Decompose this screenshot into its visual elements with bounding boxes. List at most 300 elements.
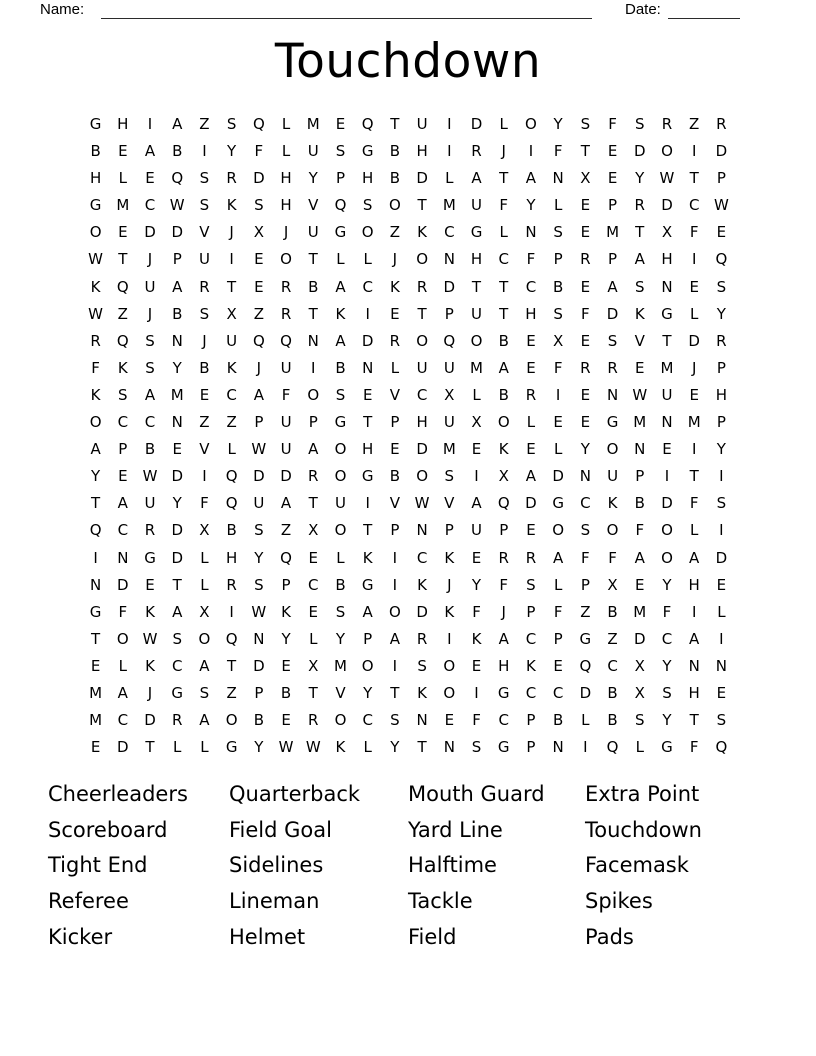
grid-cell-r2-c10: S <box>335 142 346 161</box>
grid-cell-r16-c19: S <box>580 521 591 540</box>
grid-cell-r20-c18: P <box>553 629 563 648</box>
grid-cell-r2-c20: E <box>607 142 618 161</box>
grid-cell-r7-c19: E <box>580 277 591 296</box>
grid-cell-r4-c21: R <box>634 196 645 215</box>
grid-cell-r9-c13: O <box>416 331 428 350</box>
grid-cell-r1-c9: M <box>306 115 320 133</box>
grid-cell-r11-c13: C <box>416 385 428 404</box>
grid-cell-r1-c16: L <box>499 115 508 133</box>
grid-cell-r6-c4: P <box>172 250 182 269</box>
grid-cell-r14-c23: T <box>689 467 699 486</box>
grid-cell-r13-c11: H <box>362 440 374 459</box>
grid-cell-r4-c15: U <box>471 196 482 215</box>
grid-cell-r1-c3: I <box>147 115 153 133</box>
grid-cell-r11-c20: N <box>606 385 619 404</box>
grid-cell-r24-c4: L <box>173 738 182 757</box>
grid-cell-r17-c22: O <box>661 548 673 567</box>
grid-cell-r12-c18: E <box>553 413 563 432</box>
grid-cell-r22-c10: V <box>335 683 346 702</box>
grid-cell-r2-c18: F <box>553 142 563 161</box>
grid-cell-r12-c10: G <box>334 413 347 432</box>
grid-cell-r4-c2: M <box>116 196 130 215</box>
grid-cell-r2-c9: U <box>307 142 319 161</box>
grid-cell-r10-c15: M <box>470 358 483 377</box>
grid-cell-r8-c5: S <box>199 304 210 323</box>
grid-cell-r17-c16: R <box>498 548 509 567</box>
grid-cell-r24-c14: N <box>443 738 455 757</box>
grid-cell-r19-c23: I <box>691 602 697 621</box>
grid-cell-r1-c1: G <box>89 115 102 133</box>
grid-cell-r23-c11: C <box>362 711 373 730</box>
grid-cell-r1-c18: Y <box>553 115 563 133</box>
grid-cell-r3-c12: B <box>389 169 401 188</box>
grid-cell-r5-c3: D <box>144 223 156 242</box>
grid-cell-r1-c24: R <box>716 115 727 133</box>
grid-cell-r14-c12: B <box>389 467 401 486</box>
grid-cell-r21-c6: T <box>227 656 237 675</box>
grid-cell-r3-c15: A <box>471 169 482 188</box>
grid-cell-r11-c12: V <box>389 385 401 404</box>
grid-cell-r18-c15: Y <box>471 575 482 594</box>
grid-cell-r22-c2: A <box>117 683 128 702</box>
grid-cell-r5-c20: M <box>606 223 620 242</box>
word-bank-item: Helmet <box>229 924 306 949</box>
grid-cell-r5-c6: J <box>229 223 234 242</box>
grid-cell-r6-c17: F <box>526 250 536 269</box>
grid-cell-r15-c4: Y <box>172 494 182 513</box>
grid-cell-r13-c7: W <box>251 440 267 459</box>
name-blank-line <box>101 18 592 19</box>
grid-cell-r13-c12: E <box>390 440 400 459</box>
grid-cell-r16-c16: P <box>499 521 509 540</box>
grid-cell-r17-c10: L <box>336 548 345 567</box>
grid-cell-r4-c11: S <box>362 196 373 215</box>
word-bank-column-1 <box>48 777 229 956</box>
grid-cell-r4-c5: S <box>199 196 210 215</box>
grid-cell-r9-c15: O <box>470 331 483 350</box>
grid-cell-r2-c23: I <box>691 142 697 161</box>
grid-cell-r23-c13: N <box>416 711 428 730</box>
grid-cell-r13-c23: I <box>691 440 697 459</box>
grid-cell-r6-c2: T <box>118 250 128 269</box>
grid-cell-r19-c15: F <box>472 602 481 621</box>
grid-cell-r12-c8: U <box>280 413 292 432</box>
grid-cell-r13-c17: E <box>526 440 536 459</box>
grid-cell-r5-c10: G <box>334 223 347 242</box>
grid-cell-r12-c19: E <box>580 413 591 432</box>
grid-cell-r23-c18: B <box>552 711 564 730</box>
grid-cell-r8-c6: X <box>226 304 237 323</box>
grid-cell-r14-c11: G <box>361 467 374 486</box>
grid-cell-r9-c6: U <box>226 331 238 350</box>
grid-cell-r8-c18: S <box>553 304 563 323</box>
grid-cell-r24-c24: Q <box>715 738 728 757</box>
grid-cell-r5-c7: X <box>253 223 264 242</box>
grid-cell-r8-c13: T <box>417 304 427 323</box>
grid-cell-r15-c13: W <box>414 494 430 513</box>
grid-cell-r16-c24: I <box>719 521 724 540</box>
grid-cell-r23-c7: B <box>253 711 264 730</box>
word-bank-item: Tackle <box>408 889 473 914</box>
grid-cell-r15-c15: A <box>471 494 482 513</box>
word-bank-item: Tight End <box>48 853 148 878</box>
grid-cell-r17-c19: F <box>581 548 590 567</box>
grid-cell-r20-c15: K <box>471 629 482 648</box>
grid-cell-r22-c21: X <box>634 683 645 702</box>
grid-cell-r10-c24: P <box>716 358 726 377</box>
grid-cell-r11-c2: S <box>118 385 128 404</box>
grid-cell-r18-c14: J <box>447 575 452 594</box>
grid-cell-r6-c15: H <box>470 250 483 269</box>
grid-cell-r12-c13: H <box>416 413 428 432</box>
grid-cell-r11-c5: E <box>199 385 210 404</box>
grid-cell-r3-c5: S <box>199 169 210 188</box>
grid-cell-r5-c5: V <box>199 223 210 242</box>
word-bank-item: Scoreboard <box>48 817 168 842</box>
grid-cell-r5-c22: X <box>661 223 673 242</box>
grid-cell-r20-c4: S <box>172 629 182 648</box>
grid-cell-r16-c12: P <box>390 521 400 540</box>
grid-cell-r8-c17: H <box>525 304 537 323</box>
grid-cell-r20-c12: A <box>389 629 401 648</box>
grid-cell-r6-c18: P <box>553 250 563 269</box>
grid-cell-r21-c17: K <box>526 656 536 675</box>
grid-cell-r12-c17: L <box>526 413 536 432</box>
grid-cell-r22-c17: C <box>525 683 537 702</box>
grid-cell-r10-c5: B <box>199 358 210 377</box>
grid-cell-r7-c14: D <box>443 277 456 296</box>
grid-cell-r2-c16: J <box>501 142 506 161</box>
grid-cell-r2-c14: I <box>447 142 452 161</box>
grid-cell-r5-c2: E <box>118 223 128 242</box>
grid-cell-r18-c3: E <box>145 575 155 594</box>
grid-cell-r16-c18: O <box>552 521 565 540</box>
grid-cell-r2-c4: B <box>172 142 183 161</box>
grid-cell-r16-c17: E <box>526 521 536 540</box>
grid-cell-r16-c2: C <box>117 521 129 540</box>
grid-cell-r15-c5: F <box>200 494 209 513</box>
grid-cell-r8-c7: Z <box>253 304 264 323</box>
grid-cell-r20-c6: Q <box>225 629 238 648</box>
grid-cell-r17-c5: L <box>200 548 209 567</box>
grid-cell-r11-c3: A <box>144 385 156 404</box>
grid-cell-r13-c24: Y <box>716 440 726 459</box>
grid-cell-r3-c10: P <box>335 169 345 188</box>
grid-cell-r24-c18: N <box>552 738 564 757</box>
grid-cell-r2-c22: O <box>661 142 673 161</box>
grid-cell-r11-c16: B <box>498 385 509 404</box>
grid-cell-r9-c18: X <box>553 331 564 350</box>
grid-cell-r19-c2: F <box>118 602 128 621</box>
grid-cell-r9-c14: Q <box>443 331 456 350</box>
grid-cell-r1-c15: D <box>470 115 483 133</box>
grid-cell-r17-c9: E <box>308 548 318 567</box>
grid-cell-r15-c12: V <box>389 494 401 513</box>
grid-cell-r15-c24: S <box>716 494 727 513</box>
page-title: Touchdown <box>274 34 542 89</box>
grid-cell-r13-c14: M <box>442 440 456 459</box>
grid-cell-r1-c21: S <box>635 115 645 133</box>
grid-cell-r11-c4: M <box>170 385 184 404</box>
grid-cell-r6-c7: E <box>254 250 264 269</box>
grid-cell-r6-c22: H <box>661 250 673 269</box>
grid-cell-r5-c14: C <box>444 223 455 242</box>
grid-cell-r6-c5: U <box>198 250 210 269</box>
grid-cell-r21-c8: E <box>281 656 291 675</box>
grid-cell-r1-c22: R <box>661 115 673 133</box>
grid-cell-r14-c8: D <box>280 467 292 486</box>
grid-cell-r2-c21: D <box>633 142 646 161</box>
grid-cell-r14-c17: A <box>525 467 537 486</box>
grid-cell-r7-c20: A <box>607 277 618 296</box>
grid-cell-r1-c6: S <box>226 115 237 133</box>
grid-cell-r18-c10: B <box>335 575 346 594</box>
grid-cell-r24-c22: G <box>661 738 673 757</box>
grid-cell-r20-c5: O <box>198 629 211 648</box>
grid-cell-r16-c22: O <box>661 521 673 540</box>
grid-cell-r13-c18: L <box>553 440 563 459</box>
grid-cell-r11-c6: C <box>226 385 237 404</box>
grid-cell-r20-c1: T <box>91 629 101 648</box>
grid-cell-r9-c11: D <box>361 331 374 350</box>
grid-cell-r21-c3: K <box>145 656 155 675</box>
grid-cell-r2-c3: A <box>144 142 156 161</box>
grid-cell-r14-c14: S <box>444 467 455 486</box>
grid-cell-r24-c8: W <box>278 738 294 757</box>
grid-cell-r8-c12: E <box>390 304 400 323</box>
grid-cell-r18-c2: D <box>117 575 129 594</box>
grid-cell-r18-c5: L <box>200 575 209 594</box>
grid-cell-r9-c12: R <box>389 331 401 350</box>
grid-cell-r21-c11: O <box>361 656 374 675</box>
grid-cell-r15-c8: A <box>280 494 292 513</box>
grid-cell-r4-c3: C <box>144 196 156 215</box>
grid-cell-r10-c4: Y <box>172 358 182 377</box>
grid-cell-r1-c8: L <box>281 115 291 133</box>
grid-cell-r14-c18: D <box>552 467 564 486</box>
grid-cell-r3-c14: L <box>445 169 454 188</box>
grid-cell-r20-c10: Y <box>335 629 346 648</box>
grid-cell-r22-c8: B <box>280 683 292 702</box>
grid-cell-r10-c17: E <box>526 358 536 377</box>
grid-cell-r18-c18: L <box>553 575 563 594</box>
word-bank-column-3 <box>408 777 585 956</box>
grid-cell-r12-c12: P <box>390 413 400 432</box>
word-bank-item: Extra Point <box>585 782 700 806</box>
grid-cell-r17-c11: K <box>362 548 373 567</box>
grid-cell-r10-c2: K <box>117 358 128 377</box>
grid-cell-r15-c3: U <box>144 494 156 513</box>
grid-cell-r12-c6: Z <box>226 413 237 432</box>
grid-cell-r4-c12: O <box>388 196 401 215</box>
grid-cell-r8-c20: D <box>606 304 619 323</box>
grid-cell-r21-c10: M <box>334 656 347 675</box>
grid-cell-r7-c1: K <box>90 277 101 296</box>
grid-cell-r11-c11: E <box>362 385 373 404</box>
date-blank-line <box>668 18 740 19</box>
grid-cell-r4-c13: T <box>417 196 427 215</box>
grid-cell-r16-c4: D <box>171 521 183 540</box>
grid-cell-r12-c1: O <box>89 413 102 432</box>
grid-cell-r13-c20: O <box>606 440 619 459</box>
grid-cell-r21-c1: E <box>90 656 101 675</box>
grid-cell-r13-c9: A <box>308 440 319 459</box>
grid-cell-r8-c3: J <box>147 304 153 323</box>
grid-cell-r3-c19: X <box>580 169 591 188</box>
grid-cell-r20-c23: A <box>689 629 700 648</box>
grid-cell-r23-c12: S <box>390 711 400 730</box>
grid-cell-r14-c10: O <box>334 467 347 486</box>
grid-cell-r14-c19: N <box>579 467 591 486</box>
grid-cell-r18-c19: P <box>580 575 590 594</box>
grid-cell-r12-c9: P <box>308 413 318 432</box>
grid-cell-r15-c10: U <box>334 494 346 513</box>
grid-cell-r21-c14: O <box>443 656 456 675</box>
grid-cell-r24-c9: W <box>305 738 321 757</box>
grid-cell-r1-c11: Q <box>361 115 374 133</box>
grid-cell-r24-c7: Y <box>254 738 264 757</box>
grid-cell-r24-c20: Q <box>606 738 619 757</box>
grid-cell-r15-c16: Q <box>497 494 510 513</box>
grid-cell-r12-c2: C <box>117 413 129 432</box>
grid-cell-r23-c17: P <box>526 711 536 730</box>
grid-cell-r12-c14: U <box>443 413 455 432</box>
grid-cell-r15-c14: V <box>444 494 455 513</box>
grid-cell-r7-c7: E <box>254 277 264 296</box>
grid-cell-r24-c1: E <box>90 738 101 757</box>
grid-cell-r4-c14: M <box>442 196 456 215</box>
grid-cell-r6-c9: T <box>308 250 318 269</box>
grid-cell-r8-c19: F <box>581 304 590 323</box>
grid-cell-r23-c6: O <box>225 711 238 730</box>
grid-cell-r19-c9: E <box>308 602 318 621</box>
grid-cell-r19-c18: F <box>553 602 563 621</box>
grid-cell-r3-c13: D <box>416 169 428 188</box>
grid-cell-r4-c8: H <box>280 196 292 215</box>
grid-cell-r21-c22: Y <box>662 656 672 675</box>
word-bank-item: Spikes <box>585 889 653 914</box>
grid-cell-r8-c14: P <box>444 304 454 323</box>
grid-cell-r9-c1: R <box>90 331 101 350</box>
grid-cell-r8-c23: L <box>690 304 699 323</box>
grid-cell-r6-c3: J <box>147 250 153 269</box>
grid-cell-r21-c9: X <box>308 656 319 675</box>
grid-cell-r22-c19: D <box>579 683 592 702</box>
grid-cell-r16-c5: X <box>199 521 210 540</box>
grid-cell-r22-c23: H <box>688 683 700 702</box>
grid-cell-r15-c22: D <box>661 494 673 513</box>
grid-cell-r1-c19: S <box>580 115 591 133</box>
grid-cell-r6-c10: L <box>336 250 345 269</box>
grid-cell-r3-c20: E <box>607 169 618 188</box>
grid-cell-r23-c2: C <box>117 711 129 730</box>
grid-cell-r23-c24: S <box>716 711 727 730</box>
grid-cell-r5-c1: O <box>89 223 102 242</box>
grid-cell-r16-c6: B <box>226 521 237 540</box>
word-bank-item: Facemask <box>585 853 689 878</box>
grid-cell-r18-c13: K <box>417 575 428 594</box>
grid-cell-r10-c9: I <box>311 358 316 377</box>
word-bank-item: Sidelines <box>229 853 324 878</box>
grid-cell-r3-c3: E <box>145 169 155 188</box>
grid-cell-r9-c2: Q <box>116 331 129 350</box>
grid-cell-r7-c22: N <box>661 277 673 296</box>
grid-cell-r7-c15: T <box>471 277 482 296</box>
grid-cell-r5-c12: Z <box>389 223 401 242</box>
date-label: Date: <box>625 1 661 18</box>
grid-cell-r24-c2: D <box>117 738 129 757</box>
grid-cell-r9-c5: J <box>202 331 207 350</box>
grid-cell-r1-c5: Z <box>199 115 210 133</box>
grid-cell-r6-c1: W <box>88 250 104 269</box>
grid-cell-r2-c6: Y <box>227 142 237 161</box>
grid-cell-r24-c19: I <box>583 738 588 757</box>
grid-cell-r17-c23: A <box>689 548 700 567</box>
grid-cell-r15-c23: F <box>689 494 699 513</box>
grid-cell-r14-c4: D <box>171 467 183 486</box>
grid-cell-r15-c2: A <box>117 494 128 513</box>
grid-cell-r18-c17: S <box>526 575 536 594</box>
grid-cell-r8-c10: K <box>335 304 346 323</box>
grid-cell-r12-c4: N <box>171 413 183 432</box>
grid-cell-r4-c18: L <box>553 196 563 215</box>
grid-cell-r19-c11: A <box>362 602 373 621</box>
grid-cell-r14-c21: P <box>635 467 645 486</box>
grid-cell-r1-c14: I <box>447 115 452 133</box>
grid-cell-r18-c16: F <box>499 575 509 594</box>
grid-cell-r4-c1: G <box>89 196 102 215</box>
grid-cell-r16-c8: Z <box>280 521 292 540</box>
word-bank-item: Kicker <box>48 924 113 949</box>
grid-cell-r9-c23: D <box>688 331 700 350</box>
grid-cell-r1-c23: Z <box>689 115 700 133</box>
grid-cell-r22-c13: K <box>417 683 428 702</box>
grid-cell-r23-c22: Y <box>662 711 672 730</box>
grid-cell-r22-c24: E <box>716 683 727 702</box>
grid-cell-r14-c15: I <box>474 467 479 486</box>
grid-cell-r15-c1: T <box>91 494 101 513</box>
grid-cell-r21-c15: E <box>471 656 482 675</box>
grid-cell-r16-c20: O <box>606 521 619 540</box>
word-bank-item: Pads <box>585 924 634 949</box>
grid-cell-r16-c15: U <box>471 521 482 540</box>
grid-cell-r1-c17: O <box>525 115 537 133</box>
grid-cell-r12-c15: X <box>471 413 482 432</box>
grid-cell-r19-c16: J <box>501 602 506 621</box>
grid-cell-r8-c16: T <box>499 304 509 323</box>
grid-cell-r17-c12: I <box>392 548 398 567</box>
grid-cell-r14-c7: D <box>253 467 265 486</box>
grid-cell-r22-c20: B <box>607 683 618 702</box>
grid-cell-r1-c4: A <box>172 115 183 133</box>
grid-cell-r10-c3: S <box>145 358 155 377</box>
grid-cell-r17-c4: D <box>171 548 183 567</box>
grid-cell-r11-c14: X <box>444 385 455 404</box>
grid-cell-r4-c7: S <box>254 196 264 215</box>
grid-cell-r13-c5: V <box>199 440 210 459</box>
grid-cell-r19-c20: B <box>607 602 618 621</box>
grid-cell-r12-c20: G <box>606 413 619 432</box>
grid-cell-r15-c11: I <box>365 494 370 513</box>
grid-cell-r3-c8: H <box>280 169 292 188</box>
grid-cell-r20-c22: C <box>661 629 673 648</box>
grid-cell-r23-c10: O <box>334 711 347 730</box>
grid-cell-r22-c3: J <box>147 683 153 702</box>
grid-cell-r12-c21: M <box>633 413 647 432</box>
grid-cell-r1-c12: T <box>390 115 400 133</box>
grid-cell-r7-c18: B <box>552 277 564 296</box>
grid-cell-r10-c1: F <box>91 358 100 377</box>
